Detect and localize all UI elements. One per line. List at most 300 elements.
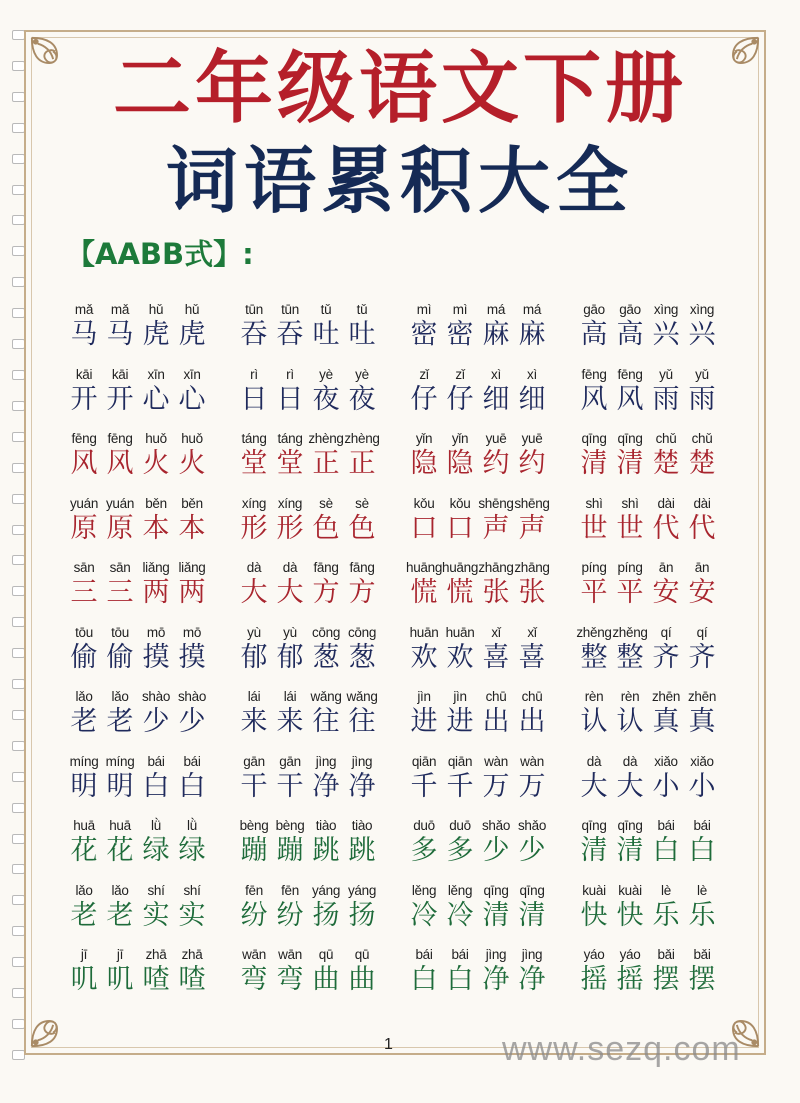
pinyin: zǐ (419, 366, 429, 382)
character-cell (576, 816, 612, 881)
pinyin: shì (585, 495, 603, 511)
character-cell (478, 881, 514, 946)
character-cell (138, 816, 174, 881)
hanzi: 密 (446, 319, 474, 350)
pinyin: wǎng (346, 689, 378, 704)
pinyin: yù (283, 624, 297, 640)
hanzi: 实 (178, 899, 206, 931)
character-cell (308, 881, 344, 946)
hanzi: 口 (410, 512, 438, 544)
pinyin: xìng (689, 302, 715, 317)
pinyin: gāo (583, 302, 605, 317)
character-cell (272, 300, 308, 365)
character-cell (442, 494, 478, 559)
aabb-word (398, 687, 568, 752)
hanzi: 跳 (312, 835, 340, 866)
pinyin: dà (246, 560, 262, 575)
pinyin: cōng (347, 624, 377, 640)
hanzi: 麻 (518, 319, 546, 350)
hanzi: 两 (178, 577, 206, 608)
hanzi: 大 (240, 577, 268, 608)
character-cell (344, 623, 380, 688)
hanzi: 仔 (410, 383, 438, 415)
hanzi: 马 (70, 319, 98, 350)
hanzi: 摇 (616, 964, 644, 995)
hanzi: 清 (518, 899, 546, 931)
pinyin: zǐ (455, 366, 465, 382)
aabb-word (228, 494, 398, 559)
hanzi: 马 (106, 319, 134, 350)
pinyin: qí (696, 624, 708, 640)
character-cell (272, 429, 308, 494)
aabb-word (58, 752, 228, 817)
pinyin: xiǎo (690, 753, 714, 769)
character-cell (648, 558, 684, 623)
hanzi: 冷 (446, 899, 474, 931)
hanzi: 蹦 (240, 835, 268, 866)
pinyin: fēng (71, 431, 97, 446)
character-cell (308, 365, 344, 430)
character-cell (514, 816, 550, 881)
hanzi: 曲 (348, 964, 376, 995)
pinyin: yǔ (659, 366, 673, 382)
aabb-word (228, 623, 398, 688)
character-cell (66, 300, 102, 365)
aabb-word (398, 623, 568, 688)
character-cell (648, 623, 684, 688)
hanzi: 少 (142, 706, 170, 737)
pinyin: yuē (485, 431, 507, 446)
pinyin: má (486, 302, 506, 317)
character-cell (406, 365, 442, 430)
character-cell (684, 881, 720, 946)
hanzi: 快 (616, 899, 644, 931)
character-cell (138, 429, 174, 494)
pinyin: mǎ (74, 302, 94, 317)
character-cell (648, 494, 684, 559)
hanzi: 代 (652, 512, 680, 544)
character-cell (102, 494, 138, 559)
pinyin: fēng (617, 366, 643, 382)
hanzi: 楚 (652, 448, 680, 479)
pinyin: bái (147, 753, 165, 769)
character-cell (138, 752, 174, 817)
hanzi: 约 (518, 448, 546, 479)
hanzi: 密 (410, 319, 438, 350)
character-cell (406, 816, 442, 881)
character-cell (612, 623, 648, 688)
pinyin: xíng (241, 495, 267, 511)
hanzi: 摆 (652, 964, 680, 995)
aabb-word (58, 558, 228, 623)
hanzi: 葱 (348, 641, 376, 673)
pinyin: mō (182, 624, 202, 640)
character-cell (612, 945, 648, 1010)
pinyin: yǔ (695, 366, 709, 382)
pinyin: lǜ (187, 818, 197, 833)
character-cell (576, 365, 612, 430)
character-cell (684, 945, 720, 1010)
pinyin: shào (177, 689, 207, 704)
pinyin: lǜ (151, 818, 161, 833)
character-cell (648, 945, 684, 1010)
character-cell (174, 558, 210, 623)
hanzi: 往 (348, 706, 376, 737)
character-cell (442, 623, 478, 688)
hanzi: 老 (70, 706, 98, 737)
hanzi: 原 (70, 512, 98, 544)
character-cell (174, 752, 210, 817)
pinyin: mì (452, 302, 468, 317)
hanzi: 平 (580, 577, 608, 608)
pinyin: zhěng (576, 624, 612, 640)
hanzi: 清 (580, 835, 608, 866)
character-cell (272, 365, 308, 430)
hanzi: 雨 (688, 383, 716, 415)
aabb-word (398, 752, 568, 817)
hanzi: 明 (106, 770, 134, 802)
character-cell (648, 365, 684, 430)
character-cell (138, 881, 174, 946)
hanzi: 白 (178, 770, 206, 802)
character-cell (66, 558, 102, 623)
pinyin: xì (527, 366, 537, 382)
hanzi: 来 (240, 706, 268, 737)
hanzi: 郁 (276, 641, 304, 673)
character-cell (272, 752, 308, 817)
pinyin: lái (283, 689, 297, 704)
character-cell (684, 429, 720, 494)
character-cell (236, 558, 272, 623)
pinyin: lǎo (75, 689, 93, 704)
hanzi: 代 (688, 512, 716, 544)
character-cell (272, 623, 308, 688)
aabb-word (58, 687, 228, 752)
character-cell (138, 687, 174, 752)
character-cell (442, 881, 478, 946)
hanzi: 白 (652, 835, 680, 866)
aabb-word (228, 752, 398, 817)
character-cell (102, 752, 138, 817)
pinyin: píng (581, 560, 607, 575)
character-cell (576, 494, 612, 559)
hanzi: 来 (276, 706, 304, 737)
pinyin: jìn (453, 689, 467, 704)
hanzi: 干 (240, 770, 268, 802)
character-cell (174, 623, 210, 688)
aabb-word (568, 300, 738, 365)
character-cell (102, 945, 138, 1010)
pinyin: běn (181, 495, 203, 511)
hanzi: 欢 (410, 641, 438, 673)
aabb-word (228, 687, 398, 752)
pinyin: yè (319, 366, 333, 382)
character-cell (308, 300, 344, 365)
hanzi: 火 (178, 448, 206, 479)
pinyin: tōu (75, 624, 93, 640)
character-cell (406, 429, 442, 494)
aabb-word (398, 429, 568, 494)
word-row (58, 558, 738, 623)
pinyin: zhèng (308, 431, 344, 446)
pinyin: cōng (311, 624, 341, 640)
hanzi: 少 (518, 835, 546, 866)
hanzi: 白 (142, 770, 170, 802)
watermark: www.sezq.com (502, 1030, 741, 1068)
hanzi: 兴 (688, 319, 716, 350)
character-cell (684, 558, 720, 623)
pinyin: dài (657, 495, 675, 511)
pinyin: sè (319, 495, 333, 511)
character-cell (576, 752, 612, 817)
character-cell (308, 945, 344, 1010)
pinyin: ān (658, 560, 674, 575)
pinyin: xīn (147, 366, 165, 382)
hanzi: 进 (410, 706, 438, 737)
pinyin: huǒ (181, 431, 203, 446)
hanzi: 认 (580, 706, 608, 737)
hanzi: 声 (482, 512, 510, 544)
character-cell (684, 687, 720, 752)
hanzi: 日 (240, 383, 268, 415)
aabb-word (398, 365, 568, 430)
hanzi: 净 (518, 964, 546, 995)
character-cell (406, 558, 442, 623)
hanzi: 正 (348, 448, 376, 479)
hanzi: 高 (580, 319, 608, 350)
hanzi: 叽 (70, 964, 98, 995)
hanzi: 虎 (142, 319, 170, 350)
aabb-word (228, 300, 398, 365)
pinyin: fēng (107, 431, 133, 446)
hanzi: 明 (70, 770, 98, 802)
hanzi: 慌 (410, 577, 438, 608)
hanzi: 干 (276, 770, 304, 802)
hanzi: 约 (482, 448, 510, 479)
hanzi: 白 (446, 964, 474, 995)
pinyin: bèng (275, 818, 305, 833)
hanzi: 曲 (312, 964, 340, 995)
word-row (58, 687, 738, 752)
pinyin: tūn (245, 302, 263, 317)
hanzi: 吞 (240, 319, 268, 350)
pinyin: jìn (417, 689, 431, 704)
hanzi: 喜 (482, 641, 510, 673)
pinyin: rèn (584, 689, 604, 704)
hanzi: 开 (70, 383, 98, 415)
pinyin: kuài (618, 882, 642, 898)
hanzi: 实 (142, 899, 170, 931)
pinyin: hǔ (148, 302, 164, 317)
pinyin: shǎo (481, 818, 511, 833)
hanzi: 大 (616, 770, 644, 802)
character-cell (138, 558, 174, 623)
character-cell (514, 752, 550, 817)
pinyin: kǒu (413, 495, 435, 511)
pinyin: jī (80, 947, 88, 962)
hanzi: 兴 (652, 319, 680, 350)
aabb-word (228, 429, 398, 494)
character-cell (406, 881, 442, 946)
hanzi: 口 (446, 512, 474, 544)
aabb-word (58, 429, 228, 494)
character-cell (406, 494, 442, 559)
hanzi: 摇 (580, 964, 608, 995)
pinyin: xìng (653, 302, 679, 317)
page-number: 1 (384, 1036, 393, 1053)
pinyin: sè (355, 495, 369, 511)
hanzi: 三 (70, 577, 98, 608)
hanzi: 心 (178, 383, 206, 415)
pinyin: táng (241, 431, 267, 446)
hanzi: 世 (616, 512, 644, 544)
hanzi: 千 (410, 770, 438, 802)
pinyin: míng (69, 753, 99, 769)
hanzi: 本 (178, 512, 206, 544)
hanzi: 方 (312, 577, 340, 608)
aabb-word (568, 945, 738, 1010)
hanzi: 楚 (688, 448, 716, 479)
pinyin: xīn (183, 366, 201, 382)
hanzi: 千 (446, 770, 474, 802)
pinyin: mō (146, 624, 166, 640)
character-cell (272, 494, 308, 559)
pinyin: bái (415, 947, 433, 962)
hanzi: 火 (142, 448, 170, 479)
character-cell (478, 945, 514, 1010)
character-cell (344, 300, 380, 365)
page-subtitle: 词语累积大全 (165, 139, 634, 223)
pinyin: yǐn (451, 431, 469, 446)
hanzi: 扬 (348, 899, 376, 931)
character-cell (576, 687, 612, 752)
pinyin: qū (354, 947, 370, 962)
pinyin: má (522, 302, 542, 317)
character-cell (684, 300, 720, 365)
hanzi: 世 (580, 512, 608, 544)
pinyin: tūn (281, 302, 299, 317)
pinyin: yáng (347, 882, 377, 898)
pinyin: zhēn (651, 689, 681, 704)
pinyin: qí (660, 624, 672, 640)
character-cell (478, 365, 514, 430)
pinyin: xǐ (491, 624, 501, 640)
hanzi: 大 (580, 770, 608, 802)
character-cell (648, 816, 684, 881)
pinyin: zhā (181, 947, 203, 962)
hanzi: 蹦 (276, 835, 304, 866)
character-cell (308, 429, 344, 494)
pinyin: lǎo (111, 882, 129, 898)
hanzi: 清 (482, 899, 510, 931)
character-cell (308, 752, 344, 817)
character-cell (344, 687, 380, 752)
pinyin: xiǎo (654, 753, 678, 769)
character-cell (478, 752, 514, 817)
pinyin: fēn (281, 882, 299, 898)
aabb-word (58, 881, 228, 946)
pinyin: tǔ (356, 302, 368, 317)
hanzi: 多 (410, 835, 438, 866)
pinyin: chū (521, 689, 543, 704)
pinyin: tiào (315, 818, 337, 833)
pinyin: yáo (583, 947, 605, 962)
character-cell (684, 365, 720, 430)
hanzi: 白 (688, 835, 716, 866)
hanzi: 齐 (688, 641, 716, 673)
pinyin: jī (116, 947, 124, 962)
hanzi: 风 (616, 383, 644, 415)
character-cell (648, 881, 684, 946)
pinyin: lè (661, 882, 671, 898)
character-cell (576, 881, 612, 946)
pinyin: shí (147, 882, 165, 898)
word-row (58, 623, 738, 688)
word-row (58, 429, 738, 494)
character-cell (576, 945, 612, 1010)
hanzi: 真 (652, 706, 680, 737)
character-cell (236, 881, 272, 946)
hanzi: 郁 (240, 641, 268, 673)
character-cell (442, 687, 478, 752)
character-cell (66, 494, 102, 559)
character-cell (272, 816, 308, 881)
pinyin: zhā (145, 947, 167, 962)
character-cell (406, 623, 442, 688)
character-cell (514, 687, 550, 752)
hanzi: 风 (70, 448, 98, 479)
hanzi: 摸 (142, 641, 170, 673)
aabb-word (568, 752, 738, 817)
hanzi: 摸 (178, 641, 206, 673)
pinyin: tǔ (320, 302, 332, 317)
hanzi: 进 (446, 706, 474, 737)
character-cell (684, 494, 720, 559)
hanzi: 吐 (312, 319, 340, 350)
character-cell (236, 687, 272, 752)
pinyin: kǒu (449, 495, 471, 511)
pinyin: gān (279, 753, 301, 769)
hanzi: 色 (312, 512, 340, 544)
hanzi: 细 (482, 383, 510, 415)
character-cell (612, 494, 648, 559)
aabb-word (228, 365, 398, 430)
hanzi: 安 (688, 577, 716, 608)
aabb-word (568, 365, 738, 430)
character-cell (576, 558, 612, 623)
hanzi: 大 (276, 577, 304, 608)
character-cell (442, 945, 478, 1010)
pinyin: sān (109, 560, 131, 575)
character-cell (174, 494, 210, 559)
pinyin: jìng (485, 947, 507, 962)
hanzi: 纷 (240, 899, 268, 931)
character-cell (612, 558, 648, 623)
character-cell (478, 429, 514, 494)
pinyin: dà (282, 560, 298, 575)
character-cell (478, 623, 514, 688)
hanzi: 吞 (276, 319, 304, 350)
pinyin: bái (693, 818, 711, 833)
hanzi: 老 (106, 899, 134, 931)
pinyin: lǎo (111, 689, 129, 704)
pinyin: qīng (483, 882, 509, 898)
pinyin: xì (491, 366, 501, 382)
hanzi: 仔 (446, 383, 474, 415)
hanzi: 虎 (178, 319, 206, 350)
pinyin: dà (622, 753, 638, 769)
pinyin: jìng (315, 753, 337, 769)
